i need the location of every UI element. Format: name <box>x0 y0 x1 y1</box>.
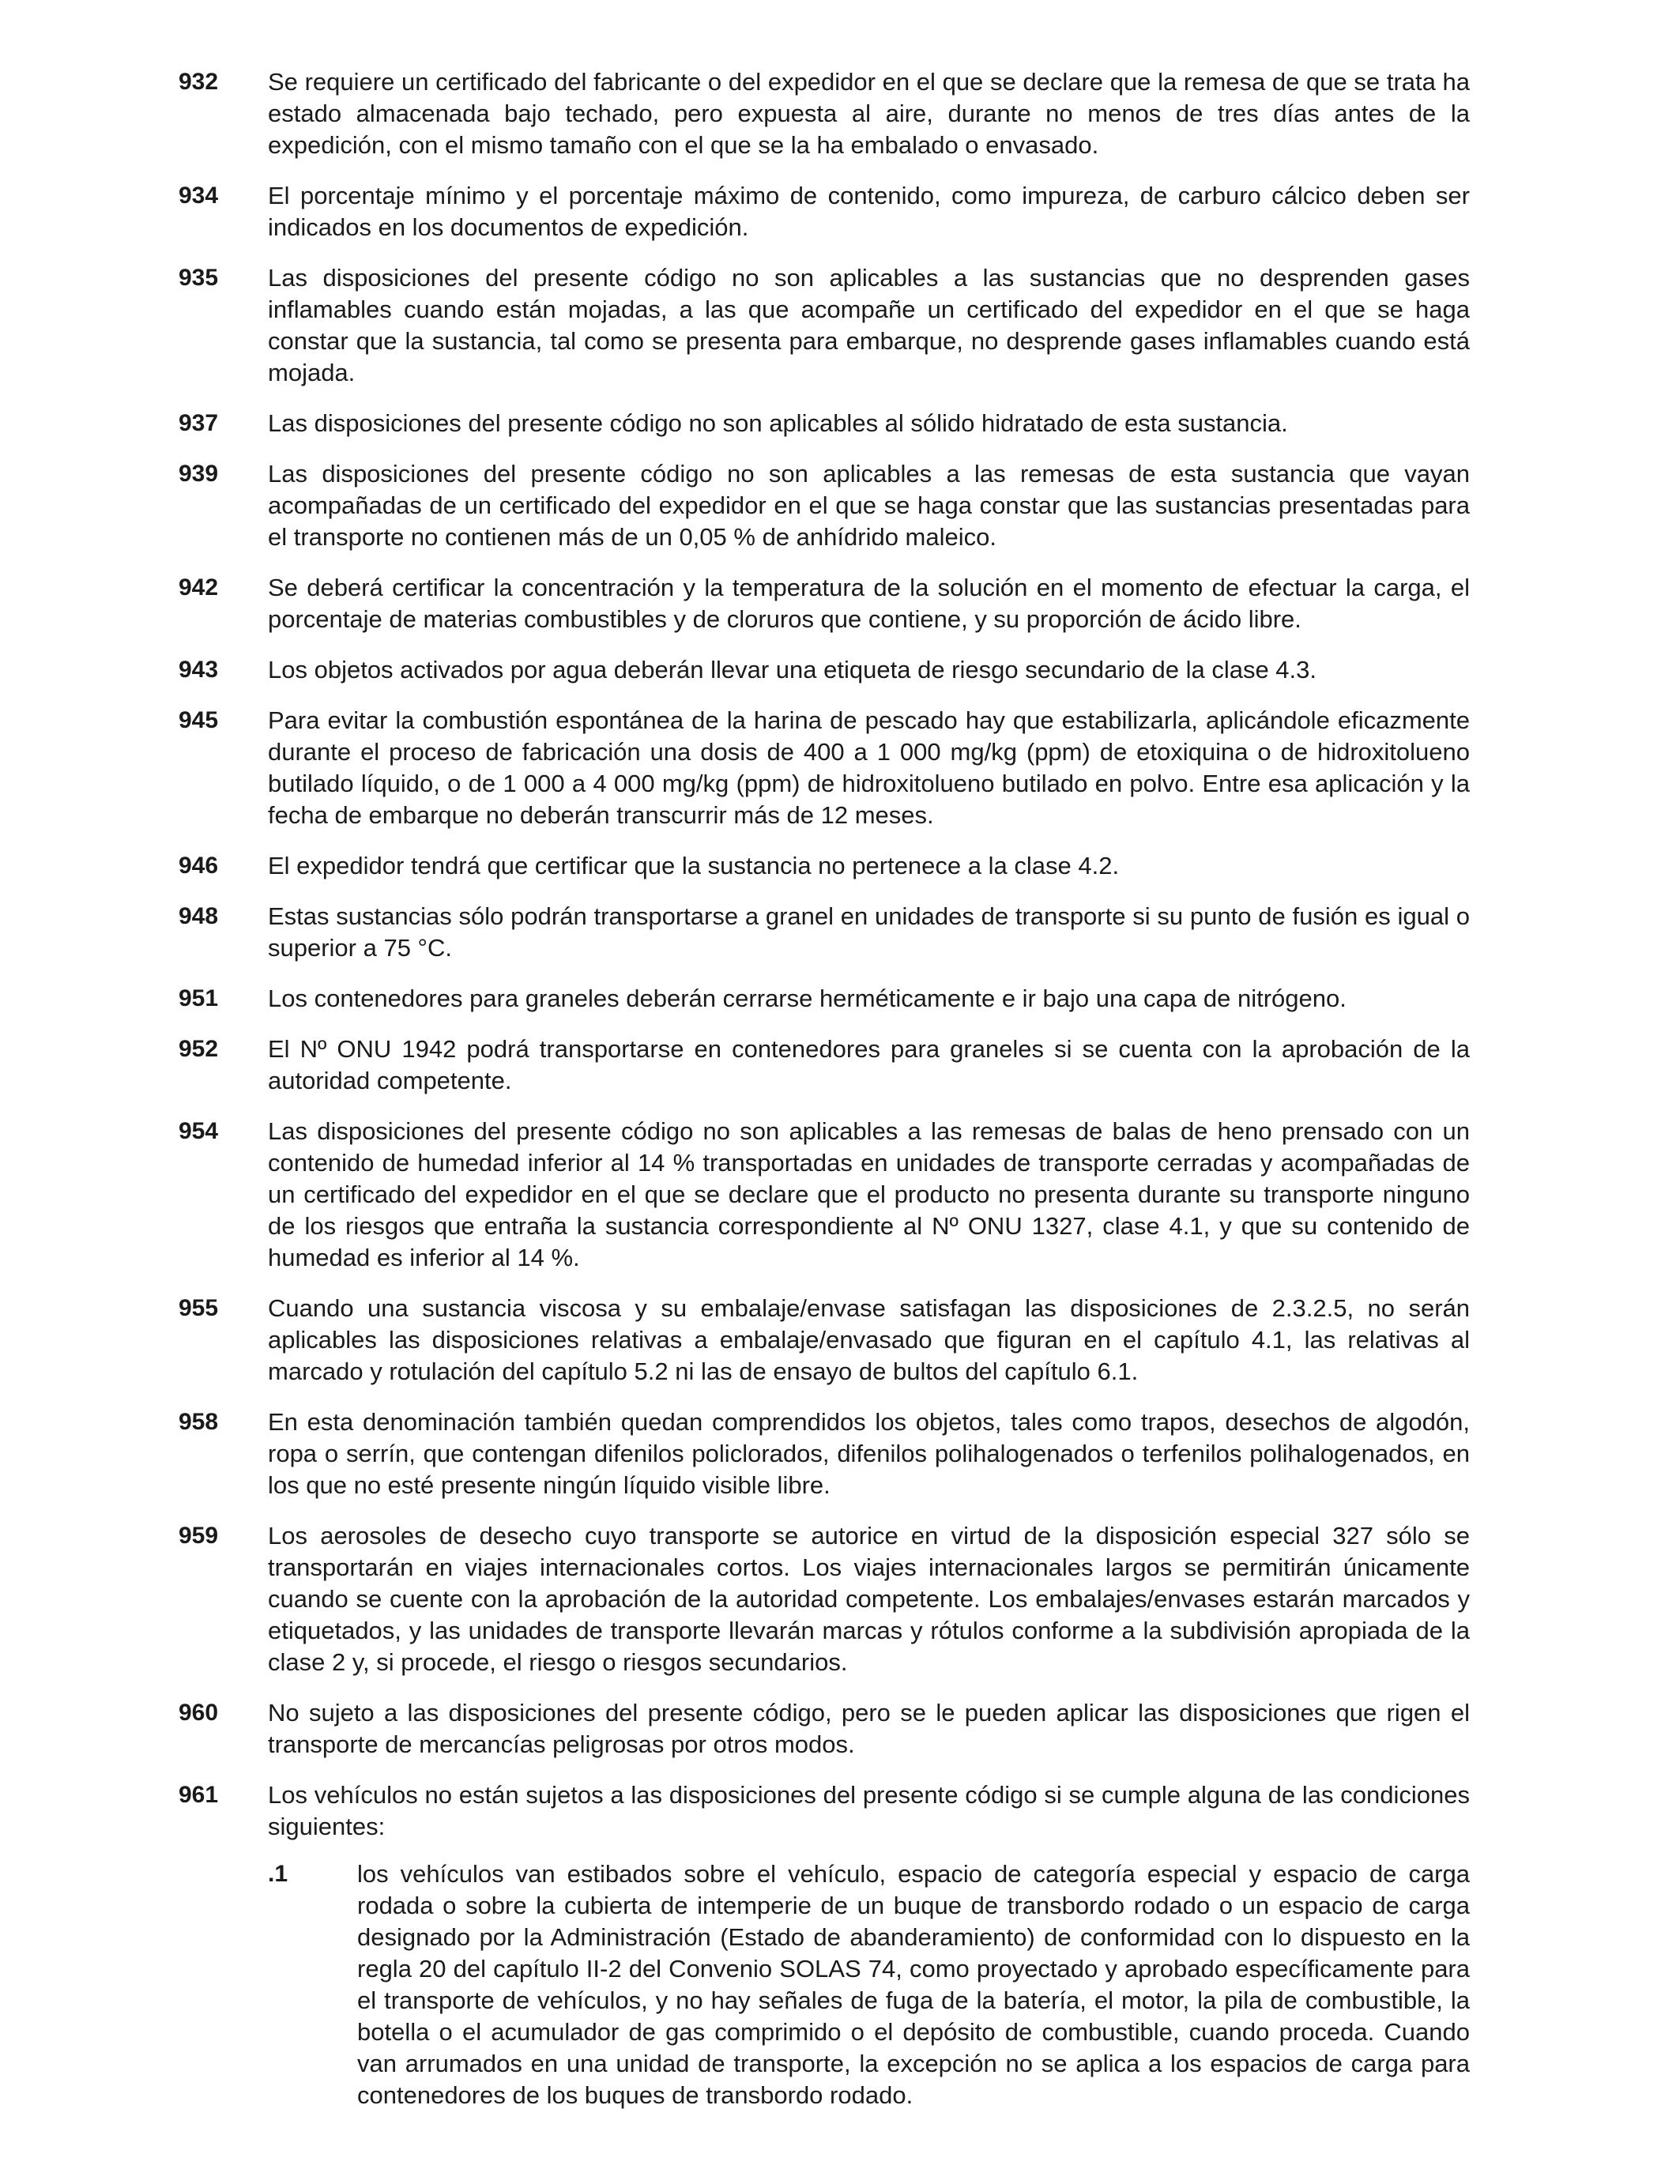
provision-text: No sujeto a las disposiciones del presente código, pero se le pueden aplicar las disposiciones que rigen el transporte de mercancías peligrosas por otros modos. <box>268 1699 1470 1758</box>
provision-number: 945 <box>179 707 219 733</box>
provision-text: Las disposiciones del presente código no son aplicables a las remesas de balas de heno prensado con un contenido de humedad inferior al 14 % transportadas en unidades de transporte cerradas y acompañadas de un certificado del expedidor en el que se declare que el producto no presenta durante su transporte ninguno de los riesgos que entraña la sustancia correspondiente al Nº ONU 1327, clase 4.1, y que su contenido de humedad es inferior al 14 %. <box>268 1117 1470 1271</box>
provision-number: 959 <box>179 1523 219 1549</box>
provision-number: 943 <box>179 657 219 683</box>
provision-number: 960 <box>179 1700 219 1726</box>
provision-952 <box>179 1034 1470 1097</box>
provision-number: 946 <box>179 853 219 879</box>
provision-934 <box>179 180 1470 243</box>
provision-text: Los aerosoles de desecho cuyo transporte se autorice en virtud de la disposición especial 327 sólo se transportarán en viajes internacionales cortos. Los viajes internacionales largos se permitirán únicamente cuando se cuente con la aprobación de la autoridad competente. Los embalajes/envases estarán marcados y etiquetados, y las unidades de transporte llevarán marcas y rótulos conforme a la subdivisión apropiada de la clase 2 y, si procede, el riesgo o riesgos secundarios. <box>268 1522 1470 1676</box>
provision-text: Para evitar la combustión espontánea de la harina de pescado hay que estabilizarla, aplicándole eficazmente durante el proceso de fabricación una dosis de 400 a 1 000 mg/kg (ppm) de etoxiquina o de hidroxitolueno butilado líquido, o de 1 000 a 4 000 mg/kg (ppm) de hidroxitolueno butilado en polvo. Entre esa aplicación y la fecha de embarque no deberán transcurrir más de 12 meses. <box>268 706 1470 829</box>
provision-number: 955 <box>179 1295 219 1321</box>
provision-text: En esta denominación también quedan comprendidos los objetos, tales como trapos, desechos de algodón, ropa o serrín, que contengan difenilos policlorados, difenilos polihalogenados o terfenilos polihalogenados, en los que no esté presente ningún líquido visible libre. <box>268 1408 1470 1499</box>
provision-960 <box>179 1697 1470 1760</box>
provision-951 <box>179 983 1470 1015</box>
provision-text: Estas sustancias sólo podrán transportarse a granel en unidades de transporte si su punto de fusión es igual o superior a 75 °C. <box>268 902 1470 962</box>
provision-text: Los contenedores para graneles deberán cerrarse herméticamente e ir bajo una capa de nitrógeno. <box>268 985 1347 1012</box>
provision-939 <box>179 458 1470 553</box>
provision-955 <box>179 1293 1470 1388</box>
provision-text: El porcentaje mínimo y el porcentaje máximo de contenido, como impureza, de carburo cálcico deben ser indicados en los documentos de expedición. <box>268 182 1470 241</box>
provision-body <box>268 1779 1470 2111</box>
provision-number: 951 <box>179 985 219 1011</box>
provision-942 <box>179 572 1470 635</box>
provision-932 <box>179 66 1470 161</box>
provision-959 <box>179 1520 1470 1678</box>
provision-text: Los vehículos no están sujetos a las disposiciones del presente código si se cumple alguna de las condiciones siguientes: <box>268 1781 1470 1840</box>
sub-item-1 <box>268 1858 1470 2111</box>
provision-text: El expedidor tendrá que certificar que la sustancia no pertenece a la clase 4.2. <box>268 852 1120 879</box>
provision-text: Las disposiciones del presente código no son aplicables a las sustancias que no desprenden gases inflamables cuando están mojadas, a las que acompañe un certificado del expedidor en el que se haga constar que la sustancia, tal como se presenta para embarque, no desprende gases inflamables cuando está mojada. <box>268 264 1470 386</box>
provision-number: 939 <box>179 461 219 487</box>
provision-text: Cuando una sustancia viscosa y su embalaje/envase satisfagan las disposiciones de 2.3.2.5, no serán aplicables las disposiciones relativas a embalaje/envasado que figuran en el capítulo 4.1, las relativas al marcado y rotulación del capítulo 5.2 ni las de ensayo de bultos del capítulo 6.1. <box>268 1294 1470 1385</box>
provision-number: 961 <box>179 1782 219 1808</box>
provision-number: 958 <box>179 1409 219 1435</box>
provision-number: 954 <box>179 1118 219 1144</box>
provision-text: Se deberá certificar la concentración y la temperatura de la solución en el momento de efectuar la carga, el porcentaje de materias combustibles y de cloruros que contiene, y su proporción de ácido libre. <box>268 574 1470 633</box>
provision-number: 935 <box>179 265 219 291</box>
sub-item-text: los vehículos van estibados sobre el vehículo, espacio de categoría especial y espacio de carga rodada o sobre la cubierta de intemperie de un buque de transbordo rodado o un espacio de carga designado por la Administración (Estado de abanderamiento) de conformidad con lo dispuesto en la regla 20 del capítulo II-2 del Convenio SOLAS 74, como proyectado y aprobado específicamente para el transporte de vehículos, y no hay señales de fuga de la batería, el motor, la pila de combustible, la botella o el acumulador de gas comprimido o el depósito de combustible, cuando proceda. Cuando van arrumados en una unidad de transporte, la excepción no se aplica a los espacios de carga para contenedores de los buques de transbordo rodado. <box>357 1860 1470 2109</box>
provision-number: 934 <box>179 183 219 209</box>
provision-number: 937 <box>179 410 219 436</box>
provision-number: 932 <box>179 69 219 95</box>
provision-text: Se requiere un certificado del fabricante o del expedidor en el que se declare que la remesa de que se trata ha estado almacenada bajo techado, pero expuesta al aire, durante no menos de tres días antes de la expedición, con el mismo tamaño con el que se la ha embalado o envasado. <box>268 68 1470 159</box>
provision-943 <box>179 654 1470 686</box>
provision-961 <box>179 1779 1470 2111</box>
document-page <box>179 66 1470 2130</box>
provision-text: Los objetos activados por agua deberán llevar una etiqueta de riesgo secundario de la clase 4.3. <box>268 656 1317 683</box>
provision-945 <box>179 705 1470 831</box>
provision-935 <box>179 262 1470 389</box>
provision-948 <box>179 901 1470 964</box>
provision-number: 948 <box>179 903 219 929</box>
provision-number: 942 <box>179 574 219 601</box>
provision-954 <box>179 1116 1470 1274</box>
provision-text: El Nº ONU 1942 podrá transportarse en contenedores para graneles si se cuenta con la aprobación de la autoridad competente. <box>268 1035 1470 1094</box>
provision-958 <box>179 1406 1470 1501</box>
provision-946 <box>179 850 1470 882</box>
provision-text: Las disposiciones del presente código no son aplicables a las remesas de esta sustancia que vayan acompañadas de un certificado del expedidor en el que se haga constar que las sustancias presentadas para el transporte no contienen más de un 0,05 % de anhídrido maleico. <box>268 460 1470 551</box>
provision-text: Las disposiciones del presente código no son aplicables al sólido hidratado de esta sustancia. <box>268 409 1288 437</box>
sub-item-number: .1 <box>268 1861 288 1887</box>
provision-937 <box>179 408 1470 439</box>
provision-number: 952 <box>179 1036 219 1062</box>
